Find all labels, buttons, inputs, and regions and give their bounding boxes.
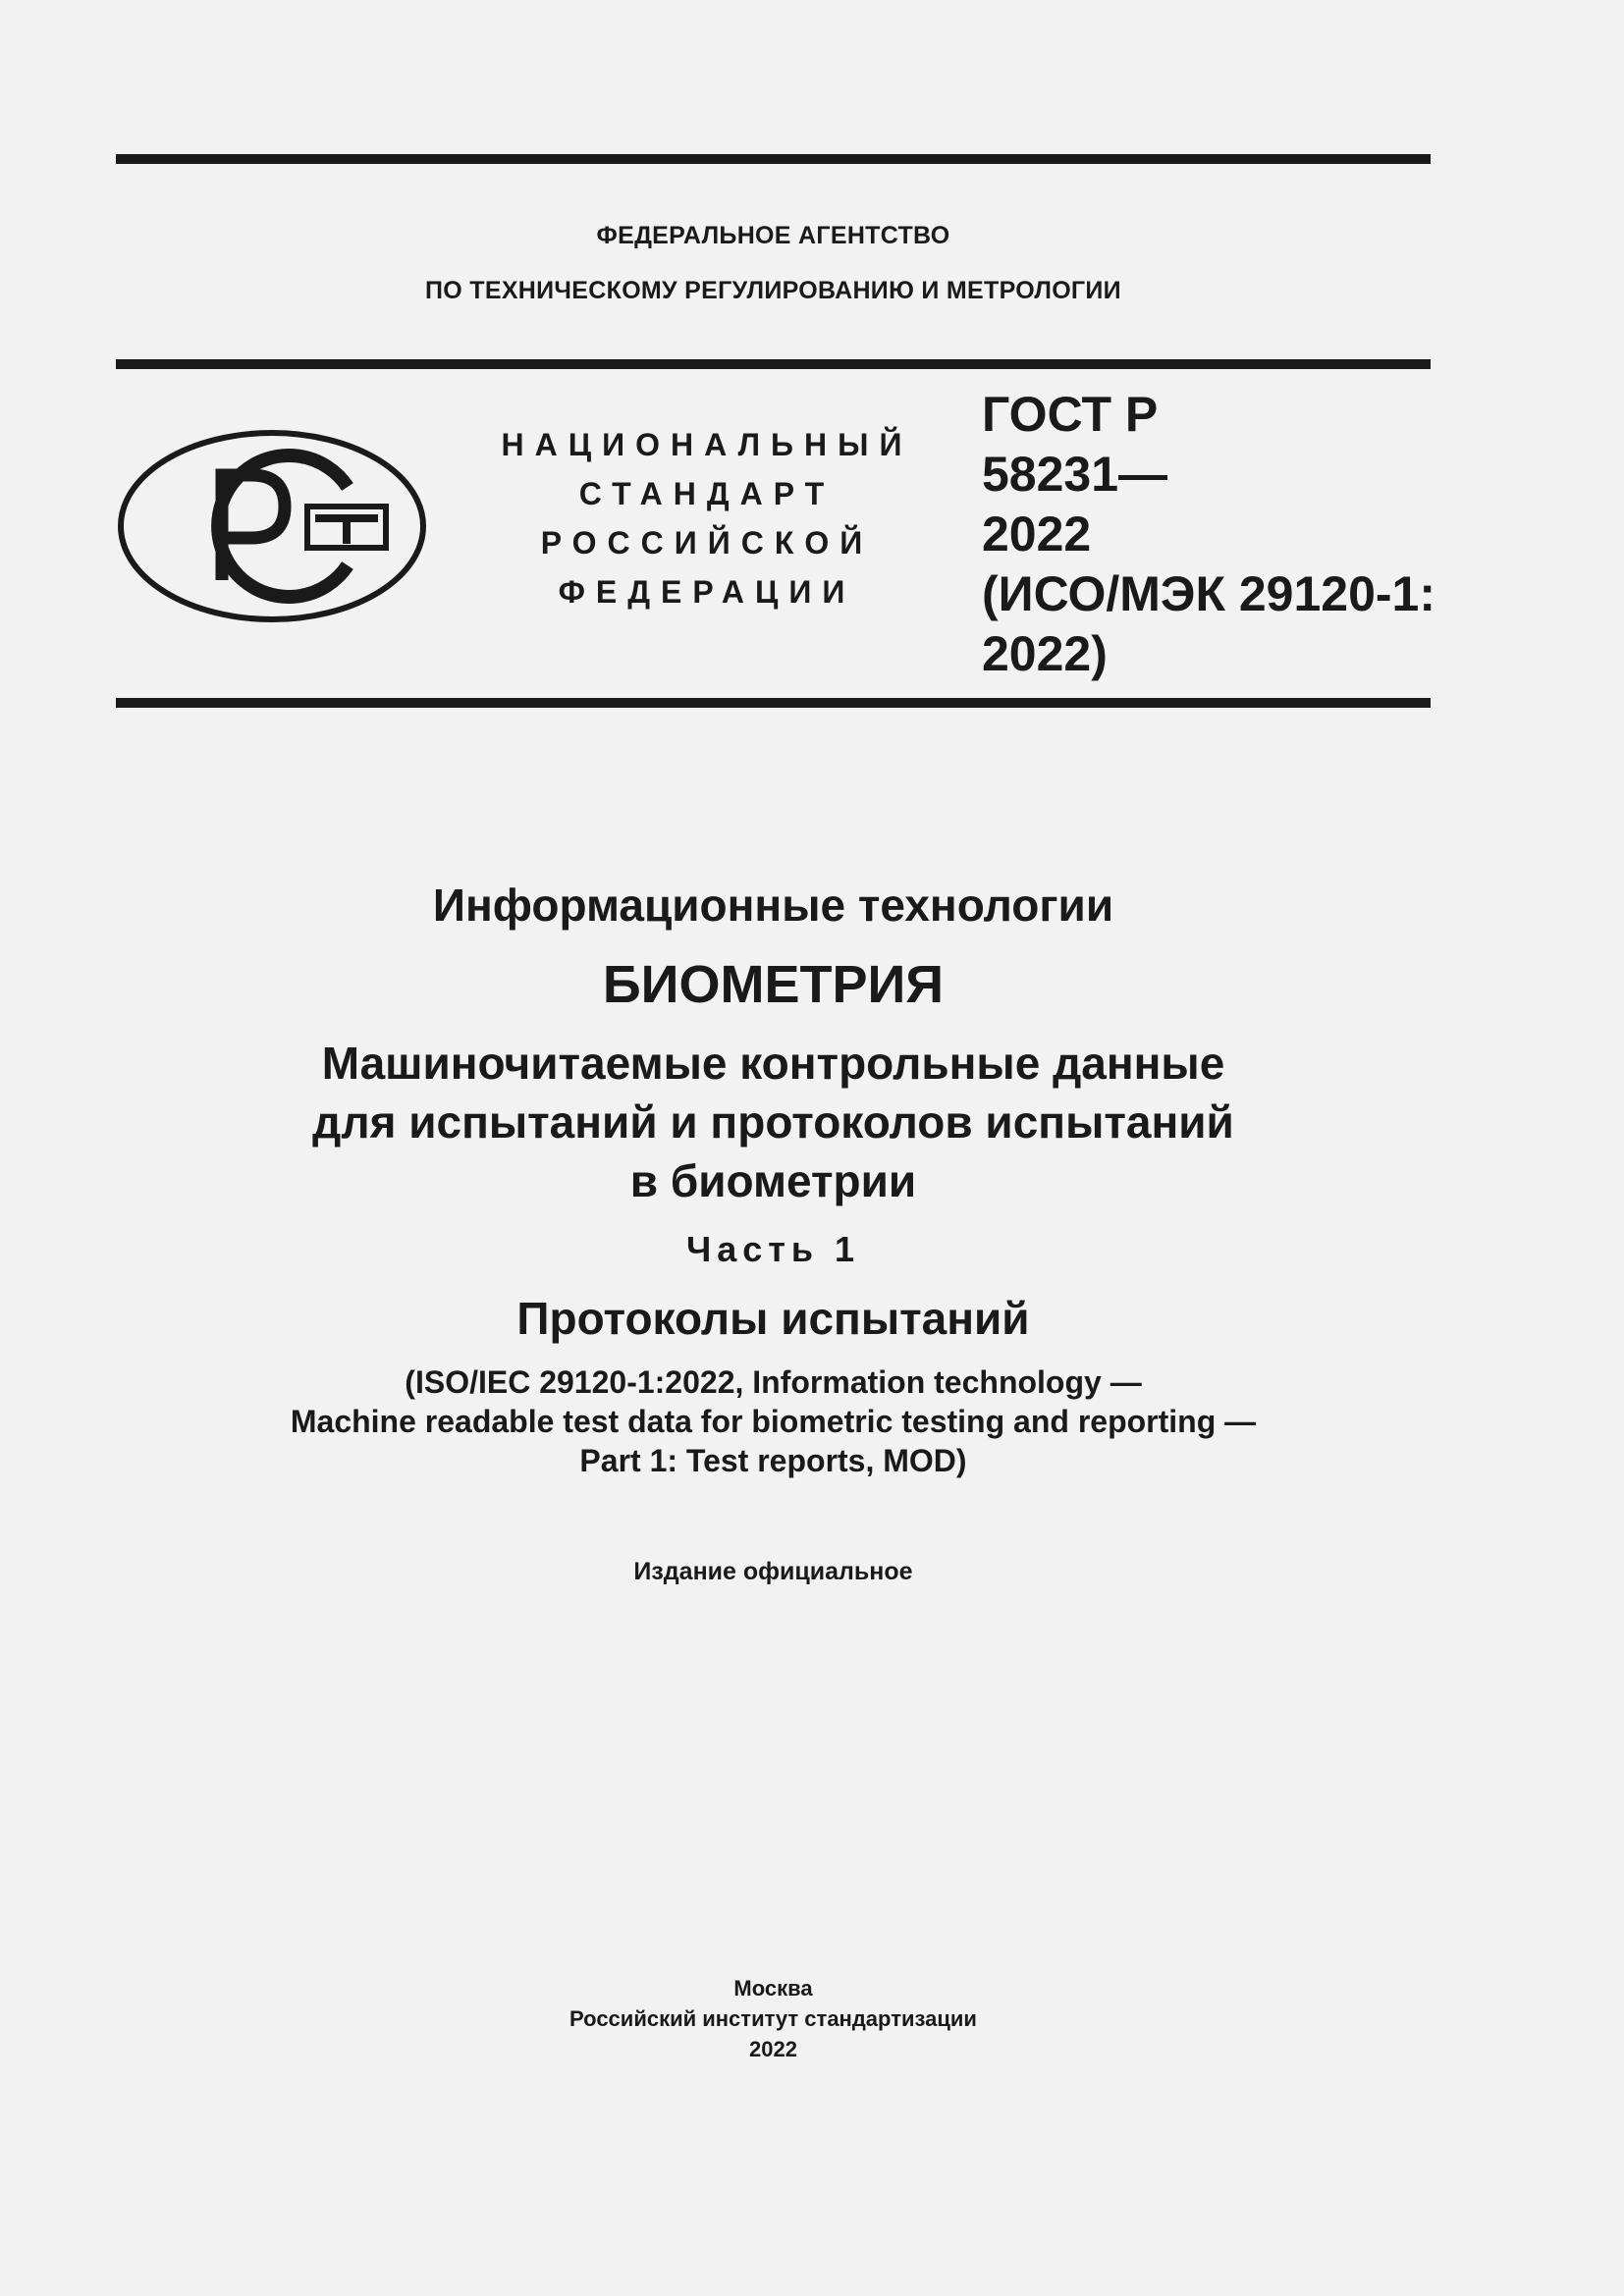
publisher-footer: [116, 1973, 1431, 2064]
designation-line: 2022): [982, 626, 1108, 681]
english-title-line: Machine readable test data for biometric testing and reporting —: [290, 1404, 1257, 1439]
agency-line-2: ПО ТЕХНИЧЕСКОМУ РЕГУЛИРОВАНИЮ И МЕТРОЛОГИИ: [425, 277, 1121, 304]
rst-mark-icon: [116, 428, 428, 624]
middle-rule: [116, 359, 1431, 369]
edition-label: Издание официальное: [633, 1558, 913, 1585]
title-subline: для испытаний и протоколов испытаний: [312, 1096, 1234, 1148]
designation-line: (ИСО/МЭК 29120-1:: [982, 566, 1436, 621]
bottom-rule: [116, 698, 1431, 708]
english-title: [116, 1362, 1431, 1480]
standard-designation: [982, 385, 1434, 684]
designation-line: 2022: [982, 507, 1092, 561]
title-subline: Машиночитаемые контрольные данные: [321, 1038, 1225, 1089]
national-standard-line: ФЕДЕРАЦИИ: [558, 574, 856, 610]
top-rule: [116, 154, 1431, 164]
part-label: Часть 1: [685, 1229, 861, 1269]
national-standard-line: РОССИЙСКОЙ: [540, 525, 874, 561]
title-line-2: БИОМЕТРИЯ: [602, 955, 945, 1014]
agency-line-1: ФЕДЕРАЛЬНОЕ АГЕНТСТВО: [596, 222, 950, 249]
footer-publisher: Российский институт стандартизации: [569, 2006, 977, 2031]
english-title-line: Part 1: Test reports, MOD): [579, 1443, 967, 1478]
designation-line: 58231—: [982, 447, 1168, 502]
title-subline: в биометрии: [629, 1155, 917, 1206]
title-line-3: [116, 1034, 1431, 1210]
designation-line: ГОСТ Р: [982, 387, 1159, 442]
footer-city: Москва: [733, 1976, 813, 2001]
national-standard-line: СТАНДАРТ: [578, 476, 836, 511]
title-line-1: Информационные технологии: [432, 880, 1114, 931]
national-standard-line: НАЦИОНАЛЬНЫЙ: [501, 427, 913, 462]
part-title: Протоколы испытаний: [516, 1293, 1030, 1344]
national-standard-label: [461, 420, 952, 616]
footer-year: 2022: [749, 2037, 797, 2061]
english-title-line: (ISO/IEC 29120-1:2022, Information technology —: [405, 1364, 1142, 1400]
